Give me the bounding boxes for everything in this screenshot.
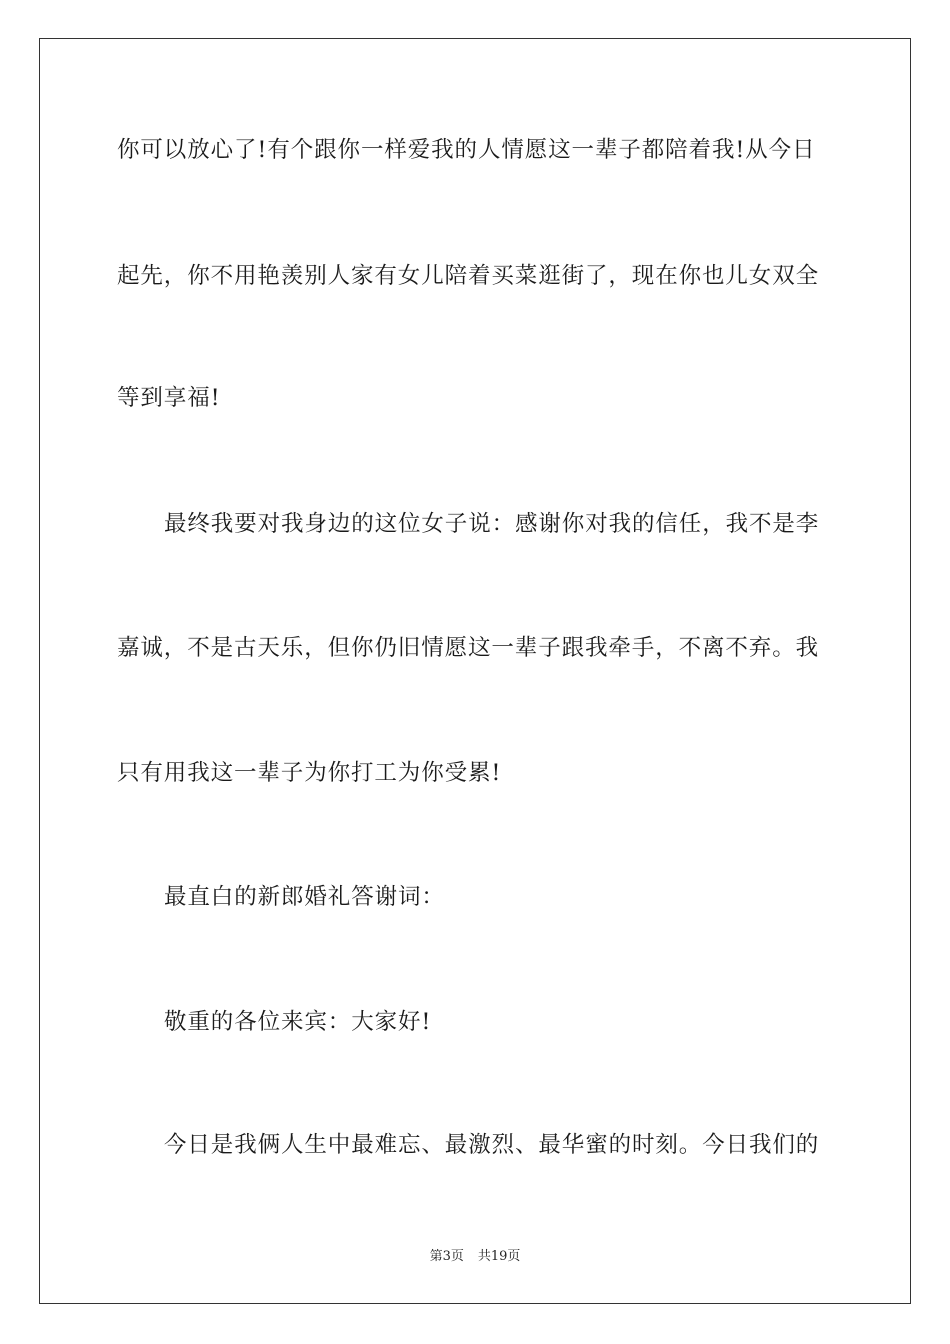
text-line: 嘉诚，不是古天乐，但你仍旧情愿这一辈子跟我牵手，不离不弃。我 [117,635,820,661]
paragraph-start-line: 今日是我俩人生中最难忘、最激烈、最华蜜的时刻。今日我们的 [164,1132,820,1158]
salutation-line: 敬重的各位来宾：大家好! [164,1009,432,1035]
text-line: 等到享福! [117,385,221,411]
page-number: 第3页 [429,1249,464,1264]
page-total: 共19页 [477,1249,521,1264]
text-line: 只有用我这一辈子为你打工为你受累! [117,760,502,786]
paragraph-start-line: 最终我要对我身边的这位女子说：感谢你对我的信任，我不是李 [164,511,820,537]
page-border [39,38,911,1304]
text-line: 起先，你不用艳羡别人家有女儿陪着买菜逛街了，现在你也儿女双全 [117,263,820,289]
text-line: 你可以放心了!有个跟你一样爱我的人情愿这一辈子都陪着我!从今日 [117,137,816,163]
section-heading: 最直白的新郎婚礼答谢词： [164,884,445,910]
page-footer [0,1248,950,1266]
